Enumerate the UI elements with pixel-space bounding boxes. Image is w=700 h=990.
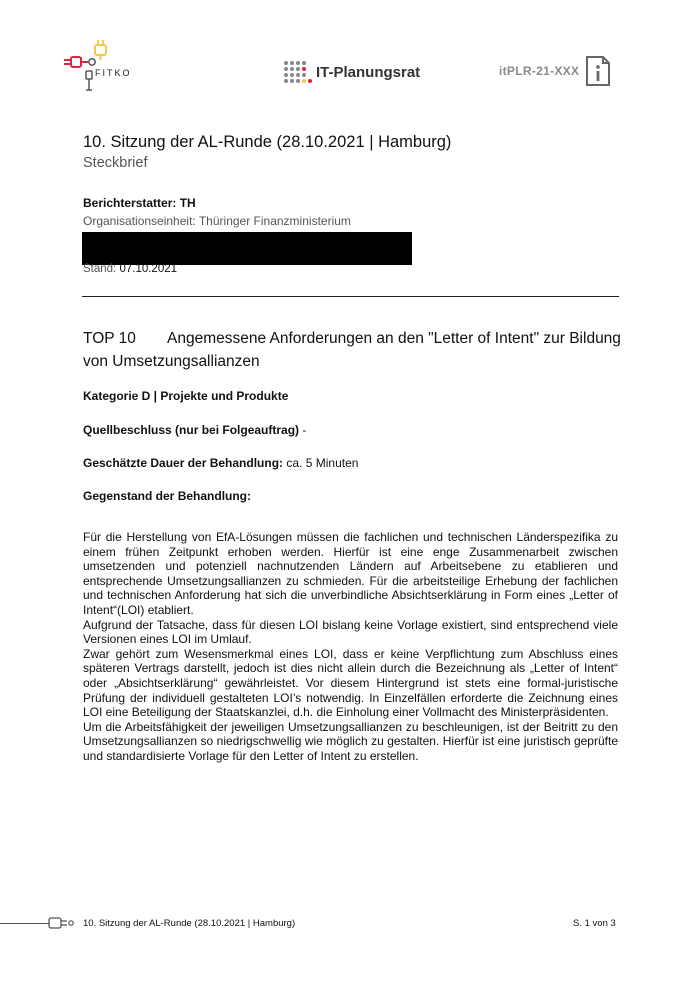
redaction-bar (82, 232, 412, 265)
footer-plug-icon (48, 917, 74, 929)
duration-label: Geschätzte Dauer der Behandlung: (83, 456, 284, 470)
stand-label: Stand: (83, 263, 117, 275)
itplr-logo-text: IT-Planungsrat (316, 64, 421, 81)
duration-value: ca. 5 Minuten (283, 456, 359, 470)
subject-line (83, 489, 251, 503)
category-label: Kategorie D | Projekte und Produkte (83, 389, 289, 403)
body-paragraph-1: Für die Herstellung von EfA-Lösungen müssen die fachlichen und technischen Länderspezifika zu einem frühen Zeitpunkt erhoben werden. Hierfür ist eine enge Zusammenarbeit zwischen umsetzenden und potenziell nachnutzenden Ländern auf Arbeitsebene zu etablieren und entsprechende Umsetzungsallianzen zu schmieden. Für die arbeitsteilige Erhebung der fachlichen und technischen Anforderung hat sich die unverbindliche Absichtserklärung in Form eines „Letter of Intent“(LOI) etabliert. (83, 530, 618, 617)
category-line (83, 389, 288, 403)
stand-value: 07.10.2021 (119, 263, 178, 275)
meeting-title: 10. Sitzung der AL-Runde (28.10.2021 | Hamburg) (83, 133, 452, 151)
subject-label: Gegenstand der Behandlung: (83, 489, 252, 503)
itplr-dots-logo-icon (283, 60, 313, 90)
body-paragraph-2: Aufgrund der Tatsache, dass für diesen LOI bislang keine Vorlage existiert, sind entsprechend viele Versionen eines LOI im Umlauf. (83, 617, 618, 647)
reporter-label: Berichterstatter: TH (83, 196, 196, 210)
source-line (83, 423, 306, 437)
source-label: Quellbeschluss (nur bei Folgeauftrag) (83, 423, 300, 437)
footer-connector-line (0, 923, 50, 924)
organisation-unit: Organisationseinheit: Thüringer Finanzministerium (83, 214, 351, 228)
document-id: itPLR-21-XXX (499, 64, 580, 78)
body-paragraph-4: Um die Arbeitsfähigkeit der jeweiligen Umsetzungsallianzen zu beschleunigen, ist der Beitritt zu den Umsetzungsallianzen so niedrigschwellig wie möglich zu gestalten. Hierfür ist eine juristisch geprüfte und standardisierte Vorlage für den Letter of Intent zu erstellen. (83, 719, 618, 763)
footer-page-number: S. 1 von 3 (573, 918, 616, 929)
agenda-number: TOP 10 (83, 330, 136, 347)
header-divider (82, 296, 619, 297)
fitko-logo-text: FITKO (95, 68, 132, 78)
info-document-icon (585, 55, 611, 87)
source-value: - (299, 423, 307, 437)
body-paragraph-3: Zwar gehört zum Wesensmerkmal eines LOI, dass er keine Verpflichtung zum Abschluss eines späteren Vertrags darstellt, jedoch ist dies nicht allein durch die Bezeichnung als „Letter of Intent“ oder „Absichtserklärung“ gewährleistet. Vor diesem Hintergrund ist stets eine formal-juristische Prüfung der individuell gestalteten LOI’s notwendig. In Einzelfällen erforderte die Zeichnung eines LOI eine Beteiligung der Staatskanzlei, d.h. die Einholung einer Vollmacht des Ministerpräsidenten. (83, 646, 618, 720)
agenda-heading (83, 327, 623, 373)
footer-meeting: 10. Sitzung der AL-Runde (28.10.2021 | Hamburg) (83, 918, 296, 929)
document-subtitle: Steckbrief (83, 155, 148, 171)
body-text (83, 530, 618, 764)
agenda-title: Angemessene Anforderungen an den "Letter of Intent" zur Bildung von Umsetzungsallianzen (83, 330, 621, 370)
stand-line (83, 263, 177, 275)
duration-line (83, 456, 358, 470)
